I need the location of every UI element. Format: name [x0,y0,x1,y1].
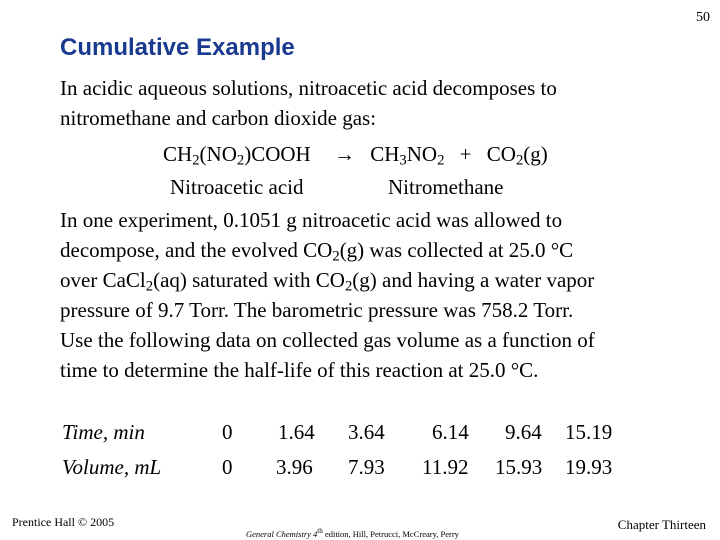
time-row-label: Time, min [62,420,145,444]
time-value: 15.19 [565,420,613,444]
volume-value: 11.92 [422,455,469,479]
slide-title: Cumulative Example [60,34,295,61]
body-line-5: Use the following data on collected gas volume as a function of [60,328,595,352]
volume-row-label: Volume, mL [62,455,162,479]
footer-chapter: Chapter Thirteen [617,517,706,532]
volume-value: 0 [222,455,233,479]
reactant-name: Nitroacetic acid [170,175,304,199]
volume-value: 7.93 [348,455,385,479]
chemical-equation [163,139,548,169]
body-line-1: In one experiment, 0.1051 g nitroacetic acid was allowed to [60,208,563,232]
product-name: Nitromethane [388,175,504,199]
body-line-2: decompose, and the evolved $CO_2(g)$ was collected at 25.0 °C [60,238,574,265]
volume-value: 15.93 [495,455,543,479]
time-value: 0 [222,420,233,444]
page-number: 50 [696,10,710,25]
reactant-formula: $CH_2(NO_2)COOH$ [163,142,311,169]
body-line-4: pressure of 9.7 Torr. The barometric pressure was 758.2 Torr. [60,298,574,322]
time-value: 6.14 [432,420,469,444]
reaction-arrow-icon: → [333,142,355,166]
product1-formula: $CH_3NO_2$ [370,142,445,169]
intro-line-1: In acidic aqueous solutions, nitroacetic acid decomposes to [60,76,557,100]
volume-value: 19.93 [565,455,613,479]
footer-publisher: Prentice Hall © 2005 [12,515,115,529]
footer-textbook: General Chemistry 4th edition, Hill, Petrucci, McCreary, Perry [246,527,459,539]
time-value: 9.64 [505,420,542,444]
time-value: 3.64 [348,420,385,444]
product2-formula: $CO_2(g)$ [486,142,548,169]
body-line-3: over CaCl$_2$(aq) saturated with $CO_2(g)$ and having a water vapor [60,268,595,295]
data-table [0,420,720,490]
time-value: 1.64 [278,420,315,444]
volume-value: 3.96 [276,455,313,479]
plus-sign: + [459,142,472,166]
body-line-6: time to determine the half-life of this reaction at 25.0 °C. [60,358,539,382]
intro-line-2: nitromethane and carbon dioxide gas: [60,106,377,130]
